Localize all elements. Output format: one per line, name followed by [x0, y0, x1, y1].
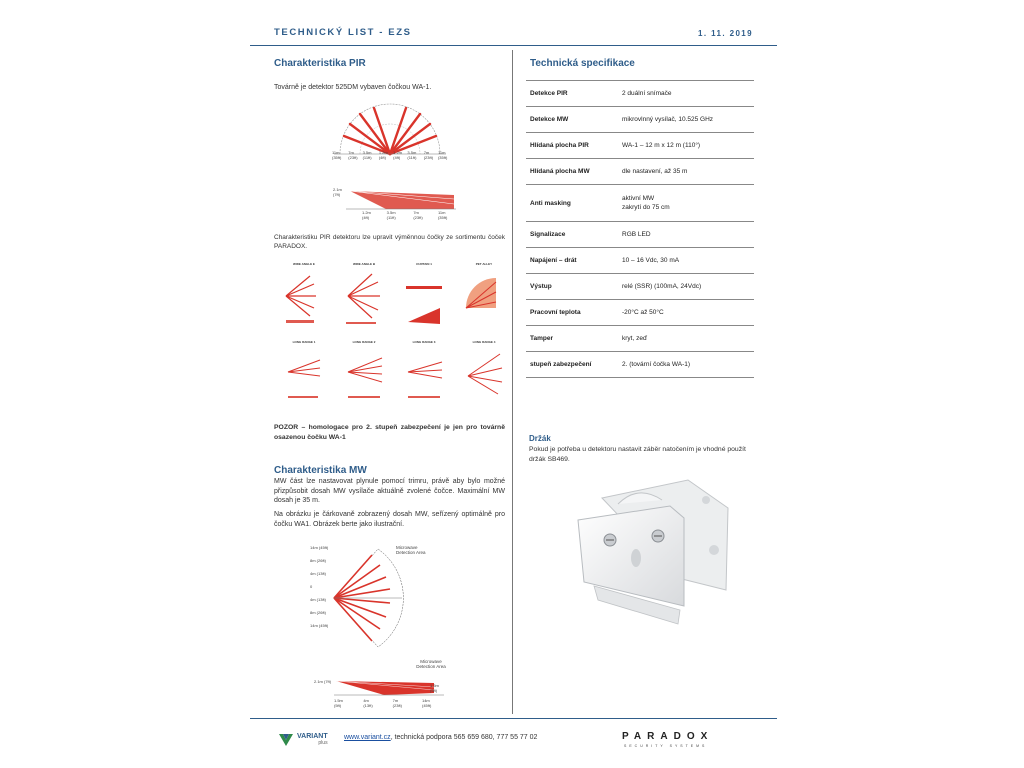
pir-side-height: 2.1m (7ft) — [333, 187, 342, 197]
mw-heading: Charakteristika MW — [274, 465, 367, 476]
lens-thumb — [340, 262, 388, 330]
spec-value: -20°C až 50°C — [618, 300, 754, 326]
mw-top-label: 4m (13ft) — [310, 597, 327, 602]
lens-label: WIDE ANGLE B — [352, 262, 376, 266]
mw-side-area-label: Microwave Detection Area — [416, 659, 446, 669]
spec-key: Anti masking — [526, 185, 618, 222]
pir-lens-text: Charakteristiku PIR detektoru lze upravit výměnnou čočky ze sortimentu čoček PARADOX. — [274, 234, 505, 250]
variant-website-link[interactable]: www.variant.cz — [344, 734, 391, 741]
spec-row — [526, 326, 754, 352]
spec-value: mikrovlnný vysílač, 10.525 GHz — [618, 107, 754, 133]
spec-row — [526, 300, 754, 326]
mw-text-1: MW část lze nastavovat plynule pomocí trimru, právě aby bylo možné přizpůsobit dosah MW vysílače aktuálně zvolené čočce. Maximální MW dosah je 35 m. — [274, 478, 505, 504]
spec-row — [526, 107, 754, 133]
lens-label: LONG RANGE 4 — [472, 340, 496, 344]
mw-top-labels — [310, 545, 332, 636]
lens-thumb — [400, 340, 448, 408]
lens-diagram — [460, 346, 508, 408]
lens-diagram — [400, 268, 448, 330]
datasheet-page — [250, 0, 777, 768]
mw-side-view-diagram — [334, 679, 444, 699]
mw-side-right-label: 1.5m (5ft) — [430, 683, 439, 693]
variant-logo — [278, 731, 328, 747]
lens-label: LONG RANGE 2 — [352, 340, 376, 344]
lens-diagram — [460, 268, 508, 330]
spec-value: 2 duální snímače — [618, 81, 754, 107]
lens-label: WIDE ANGLE E — [293, 262, 315, 266]
spec-table — [526, 80, 754, 378]
variant-brand: VARIANT — [297, 732, 328, 740]
header-rule — [250, 45, 777, 46]
bracket-sb469-image — [558, 478, 736, 628]
mw-side-label: 14m (45ft) — [421, 698, 432, 708]
mw-top-label: 0 — [310, 584, 313, 589]
lens-thumb — [460, 340, 508, 408]
column-divider — [512, 50, 513, 714]
mw-side-labels — [334, 698, 436, 708]
lens-label: LONG RANGE 1 — [292, 340, 316, 344]
mw-side-label: 1.5m (5ft) — [334, 698, 343, 708]
mw-side-height: 2.1m (7ft) — [314, 679, 332, 684]
pir-top-label: 7m (23ft) — [348, 150, 358, 160]
pir-heading: Charakteristika PIR — [274, 58, 366, 69]
lens-thumb — [460, 262, 508, 330]
lens-thumb — [400, 262, 448, 330]
spec-row — [526, 159, 754, 185]
lens-diagram — [340, 268, 388, 330]
pir-top-label: 3.5m (11ft) — [407, 150, 417, 160]
spec-key: Detekce PIR — [526, 81, 618, 107]
pir-side-label: 3.5m (11ft) — [386, 210, 396, 220]
lens-thumb — [280, 262, 328, 330]
support-contact: , technická podpora 565 659 680, 777 55 77 02 — [390, 734, 538, 741]
spec-row — [526, 352, 754, 378]
spec-value: relé (SSR) (100mA, 24Vdc) — [618, 274, 754, 300]
spec-heading: Technická specifikace — [530, 58, 635, 69]
pir-top-label: 7m (23ft) — [423, 150, 434, 160]
spec-key: Napájení – drát — [526, 248, 618, 274]
pir-top-label: 1.2m (4ft) — [393, 150, 403, 160]
footer-contact — [344, 734, 537, 741]
pir-side-label: 1.2m (4ft) — [362, 210, 371, 220]
mw-top-label: 14m (45ft) — [310, 545, 329, 550]
lens-diagram — [280, 268, 328, 330]
mw-top-area-label: Microwave Detection Area — [396, 545, 426, 555]
spec-key: Signalizace — [526, 222, 618, 248]
paradox-tagline: SECURITY SYSTEMS — [624, 744, 708, 748]
mw-top-label: 8m (26ft) — [310, 610, 327, 615]
spec-key: stupeň zabezpečení — [526, 352, 618, 378]
homologation-warning: POZOR – homologace pro 2. stupeň zabezpečení je jen pro továrně osazenou čočku WA-1 — [274, 424, 505, 441]
pir-intro: Továrně je detektor 525DM vybaven čočkou WA-1. — [274, 84, 432, 91]
mw-side-label: 4m (13ft) — [363, 698, 373, 708]
mw-top-view-diagram — [332, 543, 412, 653]
spec-row — [526, 81, 754, 107]
spec-key: Hlídaná plocha PIR — [526, 133, 618, 159]
pir-top-label: 11m (35ft) — [332, 150, 342, 160]
spec-value: aktivní MW zakrytí do 75 cm — [618, 185, 754, 222]
pir-side-label: 7m (23ft) — [413, 210, 423, 220]
spec-value: RGB LED — [618, 222, 754, 248]
document-title: TECHNICKÝ LIST - EZS — [274, 27, 412, 38]
mw-top-label: 14m (45ft) — [310, 623, 329, 628]
spec-key: Hlídaná plocha MW — [526, 159, 618, 185]
spec-row — [526, 248, 754, 274]
holder-heading: Držák — [529, 434, 551, 443]
pir-side-label: 11m (35ft) — [437, 210, 448, 220]
spec-key: Detekce MW — [526, 107, 618, 133]
spec-row — [526, 185, 754, 222]
spec-key: Výstup — [526, 274, 618, 300]
paradox-logo: PARADOX — [622, 731, 714, 742]
spec-value: WA-1 – 12 m x 12 m (110°) — [618, 133, 754, 159]
mw-side-label: 7m (23ft) — [392, 698, 402, 708]
mw-text-2: Na obrázku je čárkovaně zobrazený dosah MW, seřízený optimálně pro čočku WA1. Obrázek berte jako ilustrační. — [274, 511, 505, 528]
holder-text: Pokud je potřeba u detektoru nastavit záběr natočením je vhodné použít držák SB469. — [529, 446, 746, 463]
pir-top-view-diagram — [330, 102, 450, 174]
lens-label: PET ALLEY — [475, 262, 493, 266]
lens-label: LONG RANGE 3 — [412, 340, 436, 344]
lens-thumb — [340, 340, 388, 408]
lens-diagram — [400, 346, 448, 408]
pir-top-label: 1.2m (4ft) — [378, 150, 388, 160]
mw-top-label: 4m (13ft) — [310, 571, 327, 576]
spec-row — [526, 222, 754, 248]
spec-value: kryt, zeď — [618, 326, 754, 352]
document-date: 1. 11. 2019 — [698, 29, 753, 38]
spec-value: dle nastavení, až 35 m — [618, 159, 754, 185]
pir-top-label: 3.5m (11ft) — [362, 150, 372, 160]
pir-side-view-diagram — [346, 187, 456, 211]
spec-key: Pracovní teplota — [526, 300, 618, 326]
pir-top-labels — [332, 150, 452, 160]
footer-rule — [250, 718, 777, 719]
variant-logo-icon — [278, 731, 294, 747]
variant-sub: plus — [318, 739, 328, 746]
lens-label: CURTAIN 1 — [416, 262, 432, 266]
spec-value: 2. (tovární čočka WA-1) — [618, 352, 754, 378]
mw-top-label: 8m (26ft) — [310, 558, 327, 563]
pir-side-labels — [362, 210, 452, 220]
spec-key: Tamper — [526, 326, 618, 352]
lens-diagram — [280, 346, 328, 408]
lens-grid — [280, 262, 508, 408]
spec-row — [526, 274, 754, 300]
lens-thumb — [280, 340, 328, 408]
lens-diagram — [340, 346, 388, 408]
pir-top-label: 11m (35ft) — [437, 150, 448, 160]
spec-row — [526, 133, 754, 159]
spec-value: 10 – 16 Vdc, 30 mA — [618, 248, 754, 274]
